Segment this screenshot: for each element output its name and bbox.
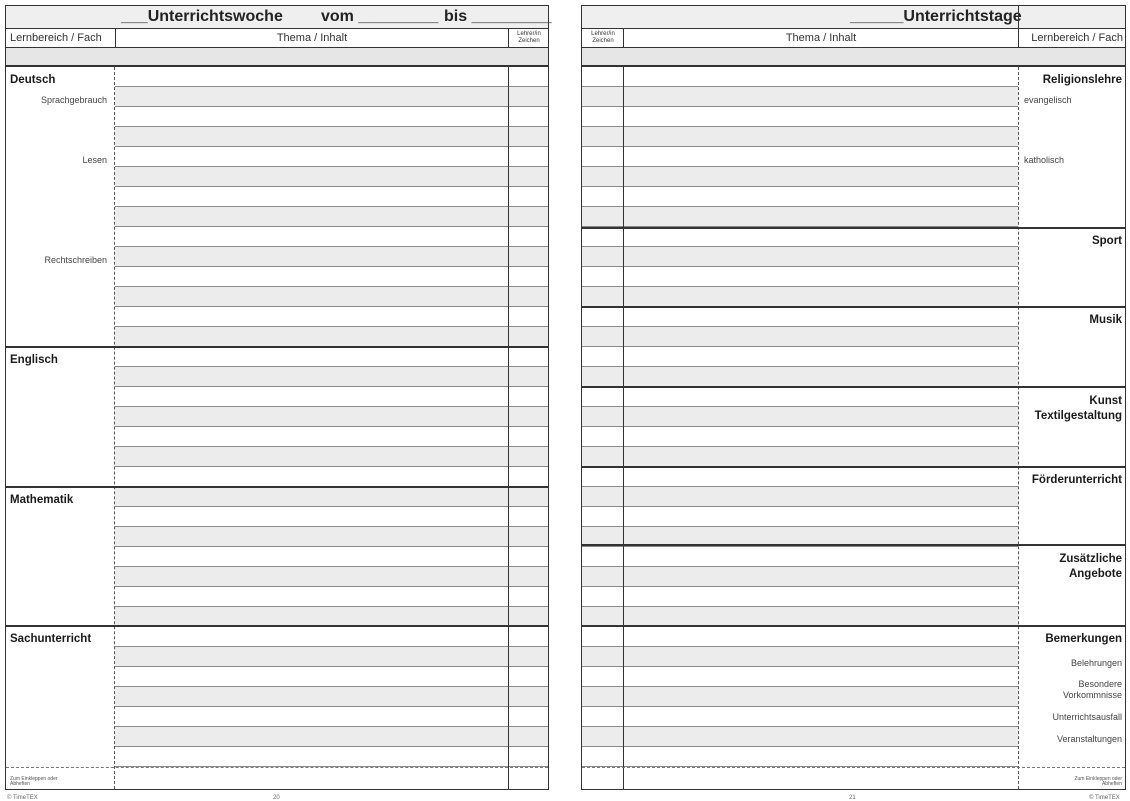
writing-row[interactable] bbox=[115, 147, 548, 167]
writing-row[interactable] bbox=[115, 587, 548, 607]
writing-row[interactable] bbox=[582, 127, 1018, 147]
right-copyright: © TimeTEX bbox=[1089, 795, 1120, 801]
section-separator bbox=[582, 466, 1125, 468]
section-separator bbox=[582, 544, 1125, 546]
writing-row[interactable] bbox=[582, 407, 1018, 427]
writing-row[interactable] bbox=[582, 467, 1018, 487]
writing-row[interactable] bbox=[582, 367, 1018, 387]
right-subject-column-label: Lernbereich / Fach bbox=[1031, 32, 1123, 44]
sub-evangelisch: evangelisch bbox=[1024, 95, 1072, 105]
sub-rechtschreiben: Rechtschreiben bbox=[44, 255, 107, 265]
writing-row[interactable] bbox=[582, 727, 1018, 747]
writing-row[interactable] bbox=[115, 447, 548, 467]
section-bemerkungen: Bemerkungen bbox=[1045, 633, 1122, 645]
sub-besondere-vorkommnisse: Besondere Vorkommnisse bbox=[1062, 679, 1122, 700]
writing-row[interactable] bbox=[582, 627, 1018, 647]
writing-row[interactable] bbox=[582, 507, 1018, 527]
sub-unterrichtsausfall: Unterrichtsausfall bbox=[1052, 712, 1122, 722]
writing-row[interactable] bbox=[582, 447, 1018, 467]
section-musik: Musik bbox=[1089, 314, 1122, 326]
right-grid bbox=[581, 66, 1126, 790]
writing-row[interactable] bbox=[115, 227, 548, 247]
writing-row[interactable] bbox=[115, 667, 548, 687]
writing-row[interactable] bbox=[582, 687, 1018, 707]
writing-row[interactable] bbox=[115, 747, 548, 767]
writing-row[interactable] bbox=[115, 707, 548, 727]
left-gray-band bbox=[5, 48, 549, 66]
writing-row[interactable] bbox=[582, 427, 1018, 447]
writing-row[interactable] bbox=[582, 747, 1018, 767]
writing-row[interactable] bbox=[115, 207, 548, 227]
writing-row[interactable] bbox=[582, 67, 1018, 87]
right-column-header bbox=[581, 29, 1126, 48]
writing-row[interactable] bbox=[582, 247, 1018, 267]
writing-row[interactable] bbox=[582, 167, 1018, 187]
topic-column-label: Thema / Inhalt bbox=[276, 32, 348, 44]
writing-row[interactable] bbox=[115, 647, 548, 667]
writing-row[interactable] bbox=[582, 547, 1018, 567]
right-page-number: 21 bbox=[849, 795, 856, 801]
writing-row[interactable] bbox=[115, 307, 548, 327]
left-copyright: © TimeTEX bbox=[7, 795, 38, 801]
writing-row[interactable] bbox=[582, 667, 1018, 687]
section-separator bbox=[6, 625, 548, 627]
writing-row[interactable] bbox=[115, 247, 548, 267]
section-mathematik: Mathematik bbox=[10, 494, 74, 506]
writing-row[interactable] bbox=[582, 607, 1018, 627]
section-deutsch: Deutsch bbox=[10, 74, 56, 86]
writing-row[interactable] bbox=[115, 627, 548, 647]
writing-row[interactable] bbox=[582, 567, 1018, 587]
writing-row[interactable] bbox=[582, 187, 1018, 207]
sub-belehrungen: Belehrungen bbox=[1070, 658, 1122, 668]
writing-row[interactable] bbox=[582, 147, 1018, 167]
writing-row[interactable] bbox=[115, 87, 548, 107]
right-gray-band bbox=[581, 48, 1126, 66]
writing-row[interactable] bbox=[115, 527, 548, 547]
writing-row[interactable] bbox=[582, 327, 1018, 347]
writing-row[interactable] bbox=[115, 407, 548, 427]
days-header bbox=[581, 5, 1126, 29]
footnote-separator bbox=[582, 767, 1125, 768]
writing-row[interactable] bbox=[582, 207, 1018, 227]
week-from-label: vom _________ bbox=[321, 8, 439, 25]
week-header bbox=[5, 5, 552, 29]
writing-row[interactable] bbox=[115, 387, 548, 407]
writing-row[interactable] bbox=[115, 507, 548, 527]
writing-row[interactable] bbox=[582, 227, 1018, 247]
writing-row[interactable] bbox=[582, 287, 1018, 307]
teacher-sign-column-label: Lehrer/in Zeichen bbox=[517, 31, 541, 44]
section-separator bbox=[582, 625, 1125, 627]
writing-row[interactable] bbox=[582, 87, 1018, 107]
left-grid bbox=[5, 66, 549, 790]
writing-row[interactable] bbox=[582, 307, 1018, 327]
week-to-label: bis _________ bbox=[444, 8, 552, 25]
writing-row[interactable] bbox=[115, 727, 548, 747]
left-footnote: Zum Einkleppen oder Abheften bbox=[10, 776, 58, 787]
writing-row[interactable] bbox=[115, 567, 548, 587]
right-footnote: Zum Einkleppen oder Abheften bbox=[1074, 776, 1122, 787]
writing-row[interactable] bbox=[115, 267, 548, 287]
writing-row[interactable] bbox=[115, 187, 548, 207]
section-sachunterricht: Sachunterricht bbox=[10, 633, 92, 645]
left-page-number: 20 bbox=[273, 795, 280, 801]
writing-row[interactable] bbox=[582, 387, 1018, 407]
subject-column-label: Lernbereich / Fach bbox=[10, 32, 102, 44]
writing-row[interactable] bbox=[582, 707, 1018, 727]
right-planner-page bbox=[581, 5, 1126, 801]
writing-row[interactable] bbox=[115, 367, 548, 387]
section-separator bbox=[6, 346, 548, 348]
left-column-header bbox=[5, 29, 549, 48]
section-separator bbox=[582, 386, 1125, 388]
section-separator bbox=[582, 306, 1125, 308]
section-sport: Sport bbox=[1091, 235, 1122, 247]
section-religionslehre: Religionslehre bbox=[1042, 74, 1122, 86]
section-zusaetzliche-angebote: Zusätzliche Angebote bbox=[1059, 553, 1122, 580]
section-separator bbox=[6, 486, 548, 488]
writing-row[interactable] bbox=[115, 67, 548, 87]
writing-row[interactable] bbox=[115, 467, 548, 487]
writing-row[interactable] bbox=[115, 167, 548, 187]
writing-row[interactable] bbox=[582, 487, 1018, 507]
writing-row[interactable] bbox=[115, 287, 548, 307]
section-englisch: Englisch bbox=[10, 354, 58, 366]
sub-katholisch: katholisch bbox=[1024, 155, 1065, 165]
writing-row[interactable] bbox=[115, 107, 548, 127]
section-separator bbox=[582, 227, 1125, 229]
writing-row[interactable] bbox=[582, 587, 1018, 607]
sub-sprachgebrauch: Sprachgebrauch bbox=[40, 95, 107, 105]
left-planner-page bbox=[5, 5, 552, 801]
writing-row[interactable] bbox=[115, 127, 548, 147]
section-foerderunterricht: Förderunterricht bbox=[1031, 474, 1122, 486]
writing-row[interactable] bbox=[115, 427, 548, 447]
days-title: ______Unterrichtstage bbox=[850, 8, 1022, 25]
week-title: ___Unterrichtswoche bbox=[121, 8, 283, 25]
footnote-separator bbox=[6, 767, 548, 768]
writing-row[interactable] bbox=[582, 347, 1018, 367]
writing-row[interactable] bbox=[115, 607, 548, 627]
writing-row[interactable] bbox=[115, 687, 548, 707]
writing-row[interactable] bbox=[582, 107, 1018, 127]
writing-row[interactable] bbox=[582, 267, 1018, 287]
right-topic-column-label: Thema / Inhalt bbox=[785, 32, 857, 44]
right-teacher-sign-column-label: Lehrer/in Zeichen bbox=[591, 31, 615, 44]
section-kunst: Kunst Textilgestaltung bbox=[1034, 395, 1122, 422]
writing-row[interactable] bbox=[115, 347, 548, 367]
writing-row[interactable] bbox=[115, 547, 548, 567]
writing-row[interactable] bbox=[115, 327, 548, 347]
sub-veranstaltungen: Veranstaltungen bbox=[1056, 734, 1122, 744]
sub-lesen: Lesen bbox=[82, 155, 107, 165]
writing-row[interactable] bbox=[115, 487, 548, 507]
writing-row[interactable] bbox=[582, 647, 1018, 667]
